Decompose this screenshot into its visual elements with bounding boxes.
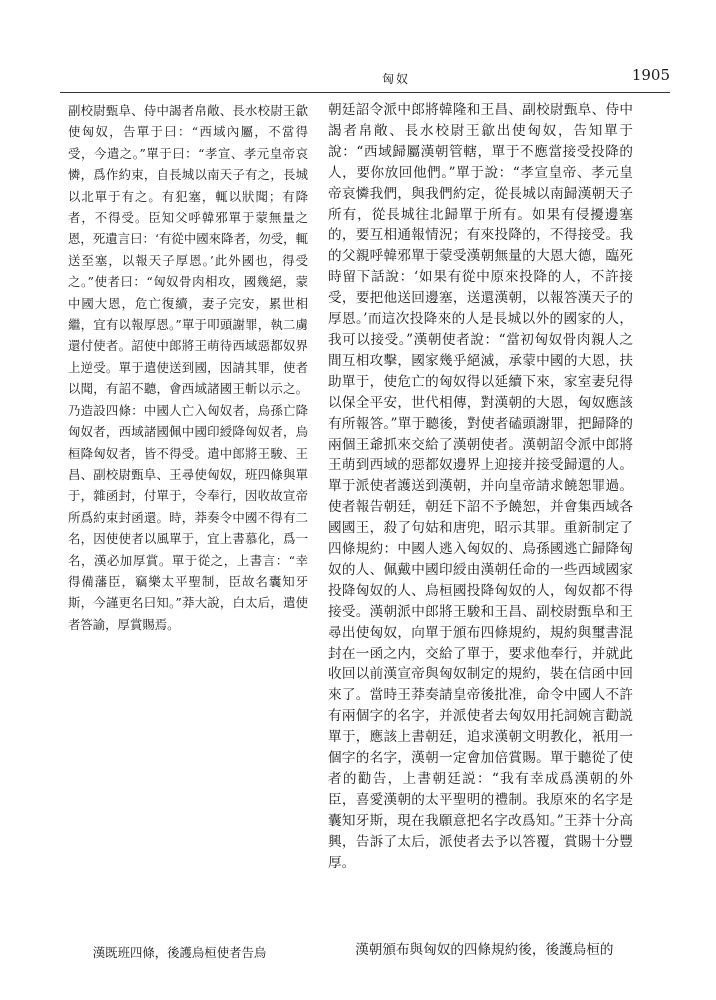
header-rule (60, 92, 670, 93)
page-number: 1905 (631, 66, 670, 84)
column-gutter (316, 100, 317, 930)
translation-column (328, 100, 633, 874)
original-text-column (68, 100, 308, 635)
original-text-paragraph: 副校尉甄阜、侍中謁者帛敞、長水校尉王歙使匈奴，告單于曰：“西域內屬，不當得受，今遣之。”單于曰：“孝宣、孝元皇帝哀憐，爲作約束，自長城以南天子有之，長城以北單于有之。有犯塞，輒以狀聞；有降者，不得受。臣知父呼韓邪單于蒙無量之恩，死遺言曰：‘有從中國來降者，勿受，輒送至塞，以報天子厚恩。’此外國也，得受之。”使者曰：“匈奴骨肉相攻，國幾絕，蒙中國大恩，危亡復續，妻子完安，累世相繼，宜有以報厚恩。”單于叩頭謝罪，執二虜還付使者。詔使中郎將王萌待西域惡都奴界上逆受。單于遣使送到國，因請其罪，使者以聞，有詔不聽，會西域諸國王斬以示之。乃造設四條：中國人亡入匈奴者，烏孫亡降匈奴者，西域諸國佩中國印綬降匈奴者，烏桓降匈奴者，皆不得受。遣中郎將王駿、王昌、副校尉甄阜、王尋使匈奴，班四條與單于，雜函封，付單于，令奉行，因收故宣帝所爲約束封函還。時，莽奏令中國不得有二名，因使使者以風單于，宜上書慕化，爲一名，漢必加厚賞。單于從之，上書言：“幸得備藩臣，竊樂太平聖制，臣故名囊知牙斯，今謹更名曰知。”莽大說，白太后，遣使者答諭，厚賞賜焉。 (68, 103, 308, 632)
next-translation-paragraph: 漢朝頒布與匈奴的四條規約後，後護烏桓的 (355, 942, 614, 958)
translation-paragraph: 朝廷詔令派中郎將韓隆和王昌、副校尉甄阜、侍中謁者帛敞、長水校尉王歙出使匈奴，告知單于說：“西域歸屬漢朝管轄，單于不應當接受投降的人，要你放回他們。”單于說：“孝宣皇帝、孝元皇帝哀憐我們，與我們約定，從長城以南歸漢朝天子所有，從長城往北歸單于所有。如果有侵擾邊塞的，要互相通報情況；有來投降的，不得接受。我的父親呼韓邪單于蒙受漢朝無量的大恩大德，臨死時留下話說：‘如果有從中原來投降的人，不許接受，要把他送回邊塞，送還漢朝，以報答漢天子的厚恩。’而這次投降來的人是長城以外的國家的人，我可以接受。”漢朝使者說：“當初匈奴骨肉親人之間互相攻擊，國家幾乎絕滅，承蒙中國的大恩，扶助單于，使危亡的匈奴得以延續下來，家室妻兒得以保全平安，世代相傳，對漢朝的大恩，匈奴應該有所報答。”單于聽後，對使者磕頭謝罪，把歸降的兩個王爺抓來交給了漢朝使者。漢朝詔令派中郎將王萌到西域的惡都奴邊界上迎接并接受歸還的人。單于派使者護送到漢朝，并向皇帝請求饒恕罪過。使者報告朝廷，朝廷下詔不予饒恕，并會集西域各國國王，殺了句姑和唐兜，昭示其罪。重新制定了四條規約：中國人逃入匈奴的、烏孫國逃亡歸降匈奴的人、佩戴中國印綬由漢朝任命的一些西域國家投降匈奴的人、烏桓國投降匈奴的人，匈奴都不得接受。漢朝派中郎將王駿和王昌、副校尉甄阜和王尋出使匈奴，向單于頒布四條規約，規約與璽書混封在一函之内，交給了單于，要求他奉行，并就此收回以前漢宣帝與匈奴制定的規約，裝在信函中回來了。當時王莽奏請皇帝後批准，命令中國人不許有兩個字的名字，并派使者去匈奴用托詞婉言勸説單于，應該上書朝廷，追求漢朝文明教化，衹用一個字的名字，漢朝一定會加倍賞賜。單于聽從了使者的勸告，上書朝廷説：“我有幸成爲漢朝的外臣，喜愛漢朝的太平聖明的禮制。我原來的名字是囊知牙斯，現在我願意把名字改爲知。”王莽十分高興，告訴了太后，派使者去予以答覆，賞賜十分豐厚。 (328, 102, 633, 871)
next-original-paragraph: 漢既班四條，後護烏桓使者告烏 (92, 945, 267, 960)
running-head: 匈奴 (382, 72, 411, 86)
page-header (60, 58, 670, 98)
